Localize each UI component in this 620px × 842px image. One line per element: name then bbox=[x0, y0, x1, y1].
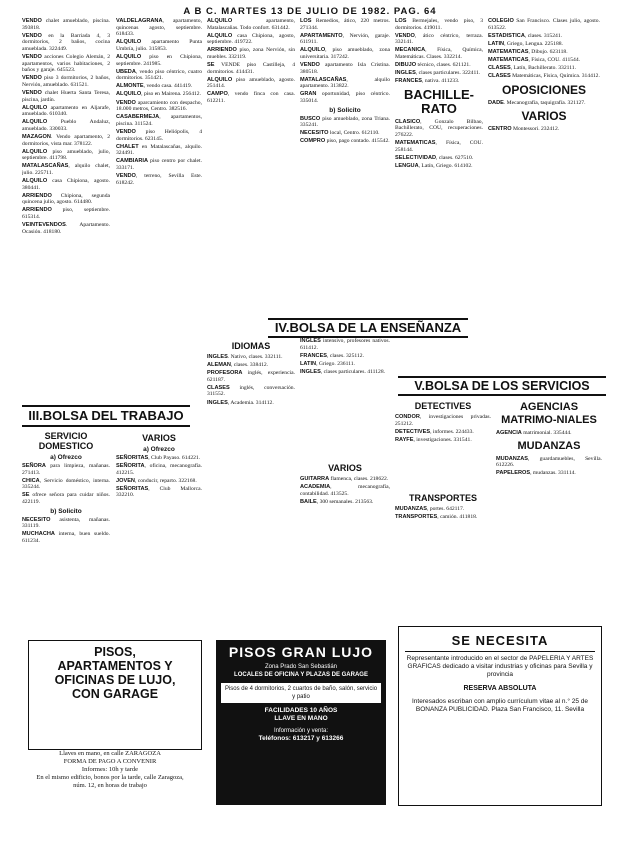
classified-ad: LOS Remedios, ático, 220 metros. 271344. bbox=[300, 18, 390, 31]
classified-ad: ALQUILO piso amueblado, julio, septiembre. 411798. bbox=[22, 148, 110, 162]
solicito-heading: b) Solicito bbox=[329, 106, 361, 114]
ofrezco-heading: a) Ofrezco bbox=[50, 454, 82, 461]
classified-ad: CLASES inglés, conversación. 311552. bbox=[207, 384, 295, 398]
classified-ad: FRANCES, clases. 325112. bbox=[300, 352, 364, 359]
classified-ad: TRANSPORTES, camión. 411818. bbox=[395, 514, 478, 521]
classified-ad: COMPRO piso, pago contado. 415542. bbox=[300, 138, 390, 145]
gran-lujo-line-2: LOCALES DE OFICINA Y PLAZAS DE GARAGE bbox=[234, 672, 368, 678]
classified-ad: MATALASCAÑAS, alquilo chalet, julio. 225711. bbox=[22, 163, 110, 176]
agencias-column bbox=[496, 398, 602, 620]
servicio-ofrezco-ads bbox=[22, 463, 110, 506]
bolsa-trabajo-banner: III.BOLSA DEL TRABAJO bbox=[22, 405, 190, 427]
classified-ad: DETECTIVES, informes. 224433. bbox=[395, 428, 474, 435]
pisos-line-1: PISOS, bbox=[94, 645, 136, 659]
transportes-ads bbox=[395, 506, 491, 521]
column-5-ads bbox=[395, 18, 483, 85]
classified-ad: UBEDA, vendo piso céntrico, cuatro dormitorios. 351421. bbox=[116, 68, 202, 82]
pisos-line-4: CON GARAGE bbox=[71, 687, 159, 701]
column-2-ads bbox=[116, 18, 202, 186]
pisos-gran-lujo-ad bbox=[216, 640, 386, 805]
pisos-line-2: APARTAMENTOS Y bbox=[57, 659, 173, 673]
classified-ad: COLEGIO San Francisco. Clases julio, agosto. 613522. bbox=[488, 18, 600, 31]
varios-heading-col6: VARIOS bbox=[521, 109, 567, 124]
mudanzas-ads bbox=[496, 456, 602, 477]
column-6 bbox=[488, 18, 600, 368]
classified-ad: CASABERMEJA, apartamentos, piscina. 311524. bbox=[116, 114, 202, 127]
classified-ad: SEÑORITAS, Club Mallorca. 332210. bbox=[116, 485, 202, 499]
classified-ad: BUSCO piso amueblado, zona Triana. 335241. bbox=[300, 115, 390, 129]
oposiciones-heading: OPOSICIONES bbox=[501, 82, 587, 97]
classified-ad: ALMONTE, vendo casa. 441419. bbox=[116, 83, 193, 90]
classified-ad: MUDANZAS, guardamuebles, Sevilla. 612226. bbox=[496, 455, 602, 469]
classified-ad: DIBUJO técnico, clases. 621121. bbox=[395, 62, 471, 69]
classified-ad: VENDO acciones Colegio Alemán, 2 apartamentos, varios habitaciones, 2 baños y garaje. 645523. bbox=[22, 53, 110, 74]
column-5-bachillerato-ads bbox=[395, 119, 483, 170]
gran-lujo-phones: Teléfonos: 613217 y 613266 bbox=[258, 735, 344, 742]
agencias-ads bbox=[496, 430, 602, 437]
classified-ad: VENDO piso 3 dormitorios, 2 baños, Nervión, amueblado. 631521. bbox=[22, 75, 110, 88]
classified-ad: VENDO aparcamiento con despacho, 18.000 metros, Centro. 382516. bbox=[116, 99, 202, 113]
detectives-column bbox=[395, 398, 491, 618]
classified-ad: AGENCIA matrimonial. 335444. bbox=[496, 430, 572, 436]
classified-ad: CAMPO, vendo finca con casa. 612211. bbox=[207, 91, 295, 105]
column-4-solicito-ads bbox=[300, 116, 390, 145]
classified-ad: VENDO, terreno, Sevilla Este. 618242. bbox=[116, 172, 202, 186]
classified-ad: VEINTEVENDOS. Apartamento. Ocasión. 418180. bbox=[22, 222, 110, 235]
classified-ad: SE VENDE piso Castilleja, 4 dormitorios. 414431. bbox=[207, 62, 295, 75]
classified-ad: VENDO, ático céntrico, terraza. 332141. bbox=[395, 32, 483, 46]
servicio-domestico-heading: SERVICIO DOMESTICO bbox=[38, 431, 94, 451]
ensenanza-right bbox=[300, 338, 390, 458]
classified-ad: LENGUA, Latín, Griego. 614102. bbox=[395, 162, 473, 169]
classified-ad: ESTADISTICA, clases. 315241. bbox=[488, 32, 563, 39]
classified-ad: MUDANZAS, portes. 642117. bbox=[395, 506, 465, 513]
bolsa-servicios-banner: V.BOLSA DE LOS SERVICIOS bbox=[398, 376, 606, 396]
classified-ad: MATEMATICAS, Física, COU. 411544. bbox=[488, 56, 581, 63]
oposiciones-ads bbox=[488, 100, 600, 107]
se-necesita-title: SE NECESITA bbox=[451, 633, 549, 648]
classified-ad: VENDO apartamento Isla Cristina. 380518. bbox=[300, 62, 390, 75]
classified-ad: FRANCES, nativa. 411233. bbox=[395, 78, 460, 85]
ensenanza-left bbox=[207, 338, 295, 628]
solicito-heading-trabajo: b) Solicito bbox=[50, 507, 82, 515]
varios-ensenanza bbox=[300, 460, 390, 620]
classified-ad: ALQUILO apartamento, Matalascañas. Todo confort. 631442. bbox=[207, 18, 295, 31]
varios-trabajo-ads bbox=[116, 455, 202, 499]
bolsa-ensenanza-banner: IV.BOLSA DE LA ENSEÑANZA bbox=[268, 318, 468, 338]
classified-ad: ALQUILO casa Chipiona, agosto, septiembre. 419722. bbox=[207, 32, 295, 46]
bachillerato-heading: BACHILLE-RATO bbox=[403, 86, 475, 116]
classified-ad: CHALET en Matalascañas, alquilo. 324491. bbox=[116, 143, 202, 157]
column-5 bbox=[395, 18, 483, 368]
classified-ad: INGLES intensivo, profesores nativos. 611412. bbox=[300, 338, 390, 351]
classified-ad: CAMBIARIA piso centro por chalet. 333171. bbox=[116, 158, 202, 171]
classified-ad: MAZAGON. Vendo apartamento, 2 dormitorios, vista mar. 378122. bbox=[22, 134, 110, 147]
classified-ad: ALQUILO Pueblo Andaluz, amueblado. 330033. bbox=[22, 119, 110, 132]
classified-ad: SEÑORA para limpieza, mañanas. 271413. bbox=[22, 463, 110, 476]
classified-ad: ALQUILO apartamento en Aljarafe, amueblado. 610340. bbox=[22, 104, 110, 118]
classified-ad: ARRIENDO Chipiona, segunda quincena julio, agosto. 614480. bbox=[22, 192, 110, 206]
pisos-line-3: OFICINAS DE LUJO, bbox=[54, 673, 176, 687]
pisos-sub-3: Informes: 10h y tarde bbox=[81, 766, 139, 773]
classified-ad: INGLES, Academia. 314112. bbox=[207, 399, 274, 406]
detectives-ads bbox=[395, 414, 491, 443]
transportes-heading: TRANSPORTES bbox=[408, 493, 477, 504]
classified-ad: DADE. Mecanografía, taquigrafía. 321127. bbox=[488, 99, 586, 106]
varios-ensenanza-ads bbox=[300, 476, 390, 505]
classified-ad: PAPELEROS, mudanzas. 331114. bbox=[496, 470, 576, 477]
classified-ad: SEÑORITAS, Club Payaso. 614221. bbox=[116, 455, 201, 461]
gran-lujo-line-5: LLAVE EN MANO bbox=[274, 715, 328, 722]
varios-trabajo-heading: VARIOS bbox=[142, 433, 176, 443]
column-1-ads bbox=[22, 18, 110, 235]
se-necesita-reserva: RESERVA ABSOLUTA bbox=[463, 685, 537, 692]
classified-ad: ALQUILO apartamento Punta Umbría, julio. 315853. bbox=[116, 39, 202, 52]
gran-lujo-line-6: Información y venta: bbox=[273, 728, 329, 734]
pisos-sub-4: En el mismo edificio, bonos por la tarde, calle Zaragoza, núm. 12, en horas de trabajo bbox=[36, 774, 184, 789]
classified-ad: SE ofrece señora para cuidar niños. 422119. bbox=[22, 492, 110, 505]
agencias-heading: AGENCIAS MATRIMO-NIALES bbox=[501, 401, 597, 426]
classified-ad: VENDO piso Heliópolis, 4 dormitorios. 623145. bbox=[116, 128, 202, 142]
classified-ad: CLASES Matemáticas, Física, Química. 314412. bbox=[488, 73, 600, 80]
classified-ad: CLASES, Latín, Bachillerato. 332111. bbox=[488, 65, 576, 72]
classified-ad: ARRIENDO piso, zona Nervión, sin muebles. 332119. bbox=[207, 47, 295, 60]
pisos-apartamentos-ad bbox=[28, 640, 202, 750]
column-4 bbox=[300, 18, 390, 313]
classified-ad: VALDELAGRANA, apartamento, quincenas agosto, septiembre. 618433. bbox=[116, 18, 202, 38]
classified-ad: CLASICO, Gonzalo Bilbao, Bachillerato, COU, recuperaciones. 276222. bbox=[395, 118, 483, 139]
classified-ad: INGLES, clases particulares. 322411. bbox=[395, 70, 481, 77]
classified-ad: CENTRO Montessori. 232412. bbox=[488, 126, 560, 133]
se-necesita-body: Representante introducido en el sector de PAPELERIA Y ARTES GRAFICAS dedicado a visitar industrias y oficinas para Sevilla y provincia bbox=[406, 655, 594, 678]
gran-lujo-line-4: FACILIDADES 10 AÑOS bbox=[264, 707, 338, 714]
column-3-ads bbox=[207, 18, 295, 105]
classified-ad: ALEMAN, clases. 338412. bbox=[207, 362, 269, 369]
classified-ad: ALQUILO piso en Chipiona, septiembre. 241985. bbox=[116, 53, 202, 67]
classified-ad: ACADEMIA, mecanografía, contabilidad. 413525. bbox=[300, 484, 390, 497]
gran-lujo-line-1: Zona Prado San Sebastián bbox=[264, 664, 338, 670]
classified-ad: MUCHACHA interna, buen sueldo. 611234. bbox=[22, 531, 110, 544]
gran-lujo-line-3: Pisos de 4 dormitorios, 2 cuartos de baño, salón, servicio y patio bbox=[221, 683, 381, 703]
classified-ad: SEÑORITA, oficina, mecanografía. 412215. bbox=[116, 463, 202, 476]
column-3 bbox=[207, 18, 295, 313]
classified-ad: GUITARRA flamenca, clases. 218622. bbox=[300, 476, 389, 482]
classified-ad: NECESITO asistenta, mañanas. 331119. bbox=[22, 516, 110, 530]
varios-ofrezco-heading: a) Ofrezco bbox=[143, 446, 175, 453]
classified-ad: CHICA, Servicio doméstico, interna. 335244. bbox=[22, 477, 110, 491]
classified-ad: APARTAMENTO, Nervión, garaje. 611911. bbox=[300, 32, 390, 46]
classified-ad: VENDO chalet amueblado, piscina. 393818. bbox=[22, 18, 110, 31]
classified-ad: RAYFE, investigaciones. 331541. bbox=[395, 436, 472, 443]
classified-ad: LOS Bermejales, vendo piso, 3 dormitorios. 419011. bbox=[395, 18, 483, 31]
classified-ad: VENDO en la Barriada 4, 3 dormitorios, 2 baños, cocina amueblada. 322449. bbox=[22, 32, 110, 52]
se-necesita-ad bbox=[398, 626, 602, 806]
pisos-details bbox=[30, 750, 190, 790]
classified-ad: PROFESORA inglés, experiencia. 621187. bbox=[207, 370, 295, 383]
servicio-domestico bbox=[22, 428, 110, 628]
classified-ad: ALQUILO, piso amueblado, zona universitaria. 317242. bbox=[300, 47, 390, 60]
column-6-ads bbox=[488, 18, 600, 80]
pisos-sub-2: FORMA DE PAGO A CONVENIR bbox=[63, 758, 157, 765]
column-1 bbox=[22, 18, 110, 398]
classified-ad: ALQUILO piso amueblado, agosto. 251414. bbox=[207, 76, 295, 90]
idiomas-heading: IDIOMAS bbox=[231, 341, 271, 351]
classified-ad: INGLES, clases particulares. 411128. bbox=[300, 368, 386, 375]
classified-ad: ALQUILO, piso en Mairena. 256412. bbox=[116, 91, 201, 98]
classified-ad: SELECTIVIDAD, clases. 627510. bbox=[395, 154, 474, 161]
page-header: A B C. MARTES 13 DE JULIO DE 1982. PAG. 64 bbox=[183, 6, 437, 17]
mudanzas-heading: MUDANZAS bbox=[517, 439, 581, 452]
column-4-ads bbox=[300, 18, 390, 105]
classified-ad: LATIN, Griego, Lengua. 225188. bbox=[488, 40, 563, 47]
classified-ad: BAILE, 300 semanales. 213563. bbox=[300, 498, 374, 505]
classified-ad: ARRIENDO piso, septiembre. 615314. bbox=[22, 207, 110, 221]
gran-lujo-title: PISOS GRAN LUJO bbox=[228, 644, 374, 660]
classified-ad: INGLES. Nativo, clases. 332111. bbox=[207, 354, 283, 360]
classified-ad: CONDOR, investigaciones privadas. 251212. bbox=[395, 414, 491, 427]
pisos-sub-1: Llaves en mano, en calle ZARAGOZA bbox=[59, 750, 161, 757]
varios-col6-ads bbox=[488, 126, 600, 133]
idiomas-ads-left bbox=[207, 354, 295, 406]
classified-ad: NECESITO local, Centro. 612110. bbox=[300, 130, 380, 137]
classified-ad: GRAN oportunidad, piso céntrico. 335014. bbox=[300, 91, 390, 105]
classified-ad: LATIN, Griego. 236111. bbox=[300, 360, 355, 367]
classified-ad: MATALASCAÑAS, alquilo apartamento. 313822. bbox=[300, 76, 390, 90]
classified-ad: MECANICA, Física, Química, Matemáticas. Clases. 332214. bbox=[395, 47, 483, 60]
classified-ad: ALQUILO casa Chipiona, agosto. 380441. bbox=[22, 178, 110, 191]
varios-trabajo bbox=[116, 430, 202, 625]
se-necesita-contact: Interesados escriban con amplio currículum vitae al n.° 25 de BONANZA PUBLICIDAD. Plaza San Francisco, 11. Sevilla bbox=[411, 698, 589, 713]
servicio-solicito-ads bbox=[22, 517, 110, 545]
idiomas-ads-right bbox=[300, 338, 390, 375]
varios-ensenanza-heading: VARIOS bbox=[328, 463, 362, 473]
column-2 bbox=[116, 18, 202, 318]
classified-ad: MATEMATICAS, Física, COU. 258144. bbox=[395, 140, 483, 153]
classified-ad: JOVEN, conducir, reparto. 322168. bbox=[116, 477, 197, 484]
classified-ad: MATEMATICAS, Dibujo. 623118. bbox=[488, 48, 568, 55]
detectives-heading: DETECTIVES bbox=[414, 401, 472, 411]
classified-ad: VENDO chalet Huerta Santa Teresa, piscina, jardín. bbox=[22, 89, 110, 103]
